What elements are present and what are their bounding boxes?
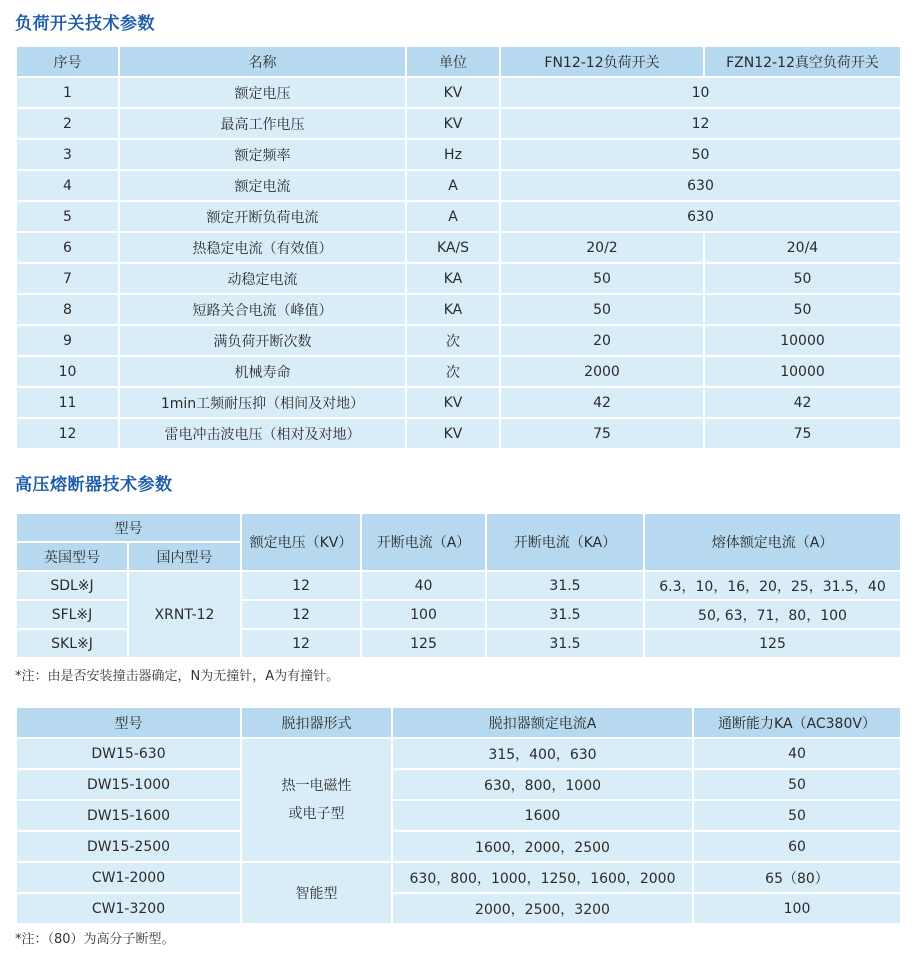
table-cell: DW15-630 xyxy=(16,738,241,769)
table-cell: 125 xyxy=(361,629,486,658)
table-cell: SDL※J xyxy=(16,571,128,600)
table-row xyxy=(16,77,901,108)
table-cell: SKL※J xyxy=(16,629,128,658)
breaker-table xyxy=(15,706,902,925)
table-cell: 智能型 xyxy=(241,862,392,924)
table-cell: 31.5 xyxy=(486,571,644,600)
header-cell: 熔体额定电流（A） xyxy=(644,513,901,571)
header-cell: 型号 xyxy=(16,707,241,738)
table-cell: 满负荷开断次数 xyxy=(119,325,406,356)
table-cell: A xyxy=(406,170,500,201)
table-row xyxy=(16,769,901,800)
table-cell: 20/2 xyxy=(500,232,704,263)
table-cell: 12 xyxy=(16,418,119,449)
table-header-row xyxy=(16,513,901,542)
header-cell: 开断电流（KA） xyxy=(486,513,644,571)
table-cell: 42 xyxy=(704,387,901,418)
table-cell: 50 xyxy=(500,139,901,170)
table-cell: 75 xyxy=(500,418,704,449)
table-cell: 100 xyxy=(361,600,486,629)
table-cell: 630，800，1000 xyxy=(392,769,693,800)
table-cell: 10000 xyxy=(704,356,901,387)
table-cell: 2 xyxy=(16,108,119,139)
table-cell: Hz xyxy=(406,139,500,170)
table-cell: DW15-1000 xyxy=(16,769,241,800)
table-cell: 10 xyxy=(16,356,119,387)
table-row xyxy=(16,139,901,170)
table-header-row xyxy=(16,46,901,77)
table-cell: 5 xyxy=(16,201,119,232)
table-cell: 次 xyxy=(406,325,500,356)
header-cell: 国内型号 xyxy=(128,542,241,571)
table-cell: 75 xyxy=(704,418,901,449)
table-row xyxy=(16,108,901,139)
table-cell: 最高工作电压 xyxy=(119,108,406,139)
header-cell: 英国型号 xyxy=(16,542,128,571)
table-cell: SFL※J xyxy=(16,600,128,629)
header-cell: 脱扣器额定电流A xyxy=(392,707,693,738)
table-row xyxy=(16,893,901,924)
section2-title: 高压熔断器技术参数 xyxy=(15,475,173,495)
table-cell: 50 xyxy=(500,294,704,325)
header-cell: 通断能力KA（AC380V） xyxy=(693,707,901,738)
header-cell: 名称 xyxy=(119,46,406,77)
table-cell: 20/4 xyxy=(704,232,901,263)
table-cell: 1min工频耐压抑（相间及对地） xyxy=(119,387,406,418)
release-type-label: 热一电磁性 xyxy=(281,778,352,794)
table-cell: 1 xyxy=(16,77,119,108)
table-cell: 40 xyxy=(361,571,486,600)
table-cell: 630 xyxy=(500,201,901,232)
table-cell: 40 xyxy=(693,738,901,769)
table-cell: 630 xyxy=(500,170,901,201)
table-cell: 额定开断负荷电流 xyxy=(119,201,406,232)
table-cell: A xyxy=(406,201,500,232)
table-cell: 31.5 xyxy=(486,600,644,629)
table-row xyxy=(16,201,901,232)
fuse-note: *注：由是否安装撞击器确定，N为无撞针，A为有撞针。 xyxy=(15,669,340,684)
table-cell: 11 xyxy=(16,387,119,418)
table-cell: 9 xyxy=(16,325,119,356)
table-cell: KA xyxy=(406,294,500,325)
table-cell: 4 xyxy=(16,170,119,201)
table-row xyxy=(16,325,901,356)
release-type-label: 或电子型 xyxy=(288,806,345,822)
table-cell: 50 xyxy=(693,800,901,831)
header-cell: 单位 xyxy=(406,46,500,77)
header-cell: FZN12-12真空负荷开关 xyxy=(704,46,901,77)
table-cell: KV xyxy=(406,108,500,139)
table-cell: 50 xyxy=(704,294,901,325)
table-cell: 额定频率 xyxy=(119,139,406,170)
table-cell: 630，800，1000，1250，1600，2000 xyxy=(392,862,693,893)
table-cell: 125 xyxy=(644,629,901,658)
table-row xyxy=(16,356,901,387)
table-cell: 1600 xyxy=(392,800,693,831)
table-row xyxy=(16,294,901,325)
header-cell: FN12-12负荷开关 xyxy=(500,46,704,77)
table-cell: 50 xyxy=(693,769,901,800)
table-cell: 20 xyxy=(500,325,704,356)
table-cell: DW15-2500 xyxy=(16,831,241,862)
table-cell: 6.3，10，16，20，25，31.5，40 xyxy=(644,571,901,600)
table-cell: 2000 xyxy=(500,356,704,387)
table-cell: 50 xyxy=(704,263,901,294)
table-row xyxy=(16,170,901,201)
table-cell: KV xyxy=(406,387,500,418)
table-cell: 1600，2000，2500 xyxy=(392,831,693,862)
table-cell: 12 xyxy=(241,600,361,629)
table-cell: CW1-2000 xyxy=(16,862,241,893)
table-row xyxy=(16,232,901,263)
table-cell: 机械寿命 xyxy=(119,356,406,387)
table-cell: 50, 63，71，80，100 xyxy=(644,600,901,629)
table-cell: 3 xyxy=(16,139,119,170)
table-cell: 6 xyxy=(16,232,119,263)
table-cell: KA xyxy=(406,263,500,294)
header-cell: 型号 xyxy=(16,513,241,542)
table-cell: XRNT-12 xyxy=(128,571,241,658)
load-switch-table xyxy=(15,45,902,450)
table-cell: CW1-3200 xyxy=(16,893,241,924)
table-cell: KA/S xyxy=(406,232,500,263)
table-cell: 2000，2500，3200 xyxy=(392,893,693,924)
table-cell: 10 xyxy=(500,77,901,108)
table-cell: 热稳定电流（有效值） xyxy=(119,232,406,263)
table-cell: 短路关合电流（峰值） xyxy=(119,294,406,325)
table-row xyxy=(16,738,901,769)
table-row xyxy=(16,418,901,449)
table-cell: 10000 xyxy=(704,325,901,356)
table-cell: DW15-1600 xyxy=(16,800,241,831)
table-row xyxy=(16,862,901,893)
table-row xyxy=(16,263,901,294)
table-cell: 60 xyxy=(693,831,901,862)
table-cell: 额定电流 xyxy=(119,170,406,201)
table-row xyxy=(16,571,901,600)
header-cell: 额定电压（KV） xyxy=(241,513,361,571)
table-cell: KV xyxy=(406,77,500,108)
header-cell: 脱扣器形式 xyxy=(241,707,392,738)
table-cell: 雷电冲击波电压（相对及对地） xyxy=(119,418,406,449)
table-cell: 65（80） xyxy=(693,862,901,893)
table-cell xyxy=(241,738,392,862)
table-cell: 额定电压 xyxy=(119,77,406,108)
breaker-note: *注：（80）为高分子断型。 xyxy=(15,932,175,947)
table-cell: 8 xyxy=(16,294,119,325)
header-cell: 开断电流（A） xyxy=(361,513,486,571)
table-cell: 42 xyxy=(500,387,704,418)
table-cell: KV xyxy=(406,418,500,449)
table-cell: 7 xyxy=(16,263,119,294)
table-cell: 动稳定电流 xyxy=(119,263,406,294)
table-cell: 315，400，630 xyxy=(392,738,693,769)
table-cell: 12 xyxy=(241,629,361,658)
fuse-table xyxy=(15,512,902,659)
table-cell: 12 xyxy=(500,108,901,139)
table-cell: 100 xyxy=(693,893,901,924)
table-cell: 50 xyxy=(500,263,704,294)
section1-title: 负荷开关技术参数 xyxy=(15,14,155,34)
header-cell: 序号 xyxy=(16,46,119,77)
table-cell: 次 xyxy=(406,356,500,387)
table-row xyxy=(16,800,901,831)
table-cell: 12 xyxy=(241,571,361,600)
table-row xyxy=(16,387,901,418)
table-row xyxy=(16,831,901,862)
table-header-row xyxy=(16,707,901,738)
table-cell: 31.5 xyxy=(486,629,644,658)
